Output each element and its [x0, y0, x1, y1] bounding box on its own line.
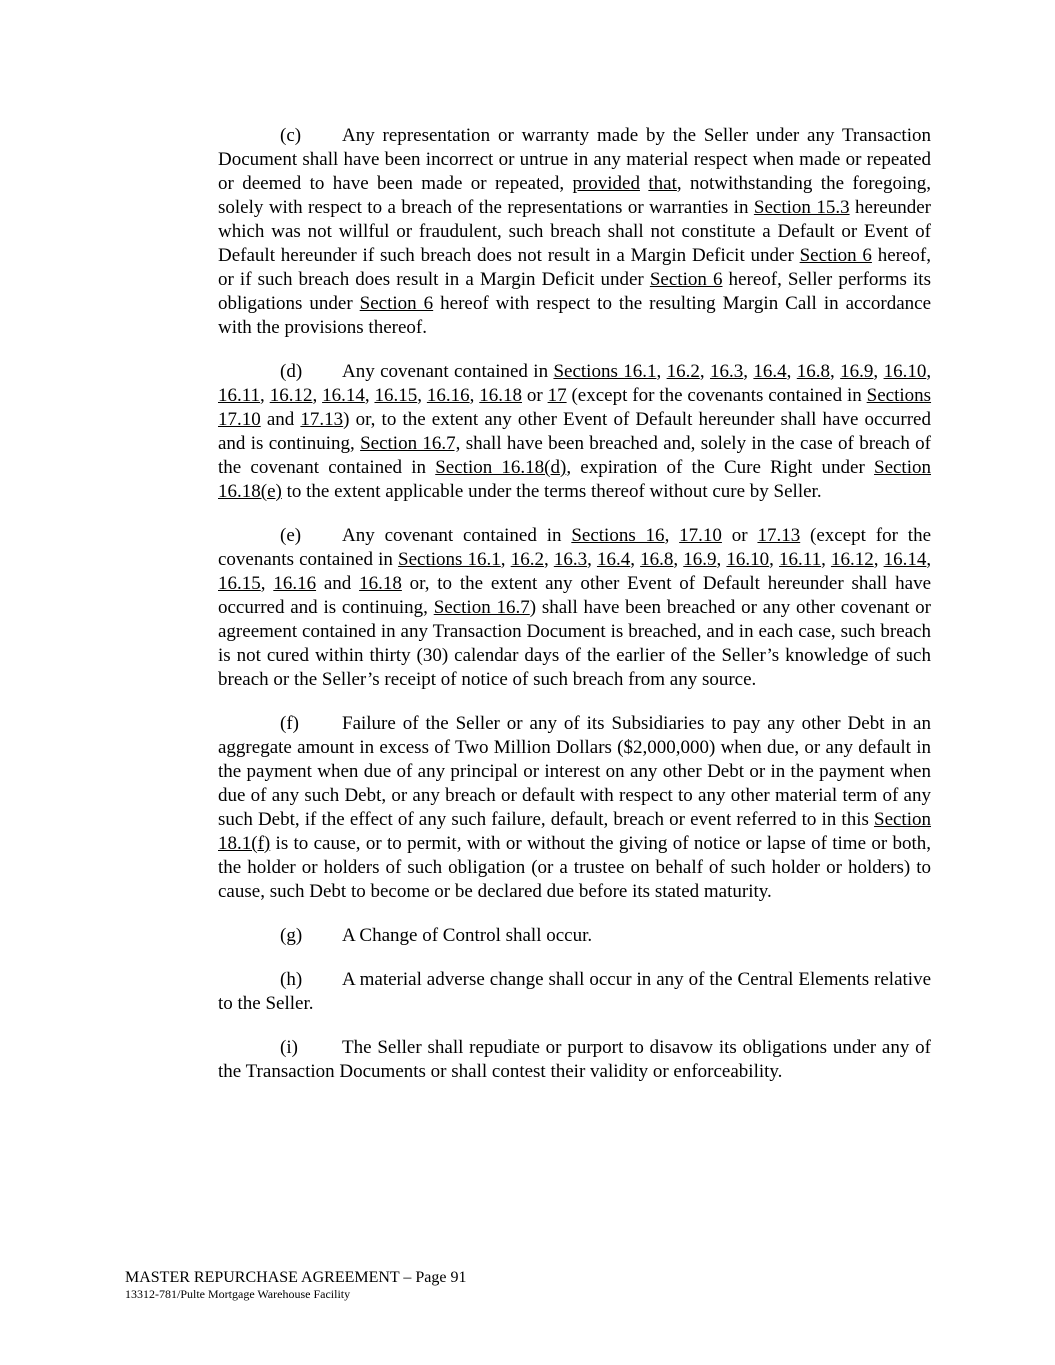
section-reference: 16.2 — [510, 549, 544, 570]
footer-doc-id: 13312-781/Pulte Mortgage Warehouse Facility — [125, 1287, 351, 1301]
text-segment: or, to the extent any other Event of Default hereunder shall have occurred and is continuing, — [218, 573, 932, 618]
paragraph-text — [218, 525, 931, 690]
text-segment: The Seller shall repudiate or purport to disavow its obligations under any of the Transaction Documents or shall contest their validity or enforceability. — [218, 1037, 931, 1082]
section-reference: Section 6 — [799, 245, 872, 266]
paragraph-text — [218, 125, 931, 338]
text-segment: is to cause, or to permit, with or without the giving of notice or lapse of time or both, the holder or holders of such obligation (or a trustee on behalf of such holder or holders) to cause, such Debt to become or be declared due before its stated maturity. — [218, 833, 931, 902]
section-reference: 16.9 — [683, 549, 717, 570]
section-reference: provided — [572, 173, 640, 194]
text-segment: or — [721, 525, 758, 546]
text-segment: , — [716, 549, 727, 570]
text-segment: , — [469, 385, 480, 406]
text-segment: , — [699, 361, 710, 382]
paragraph-d — [218, 360, 931, 504]
section-reference: 16.8 — [796, 361, 831, 382]
paragraph-label: (g) — [280, 925, 303, 946]
text-segment: , — [673, 549, 684, 570]
paragraph-c — [218, 124, 931, 340]
text-segment: and — [260, 409, 301, 430]
document-body — [218, 124, 931, 1104]
section-reference: Section 16.7 — [433, 597, 530, 618]
section-reference: Sections 17.10 — [218, 385, 932, 430]
text-segment: , — [743, 361, 754, 382]
paragraph-f — [218, 712, 931, 904]
section-reference: 16.15 — [374, 385, 418, 406]
section-reference: 16.16 — [426, 385, 470, 406]
page-footer — [125, 1268, 467, 1302]
section-reference: Section 15.3 — [753, 197, 850, 218]
section-reference: 16.11 — [218, 385, 261, 406]
text-segment: hereunder which was not willful or fraudulent, such breach shall not constitute a Default or Event of Default hereunder if such breach does not result in a Margin Deficit under — [218, 197, 931, 266]
section-reference: Sections 16.1 — [553, 361, 657, 382]
text-segment: , — [630, 549, 641, 570]
text-segment: hereof, or if such breach does result in a Margin Deficit under — [218, 245, 931, 290]
text-segment: , — [656, 361, 667, 382]
text-segment: ) shall have been breached or any other covenant or agreement contained in any Transaction Document is breached, and in each case, such breach is not cured within thirty (30) calendar days of the earlier of the Seller’s knowledge of such breach or the Seller’s receipt of notice of such breach from any source. — [218, 597, 931, 690]
paragraph-label: (f) — [280, 713, 299, 734]
paragraph-i — [218, 1036, 931, 1084]
paragraph-label: (e) — [280, 525, 302, 546]
text-segment: Failure of the Seller or any of its Subsidiaries to pay any other Debt in an aggregate amount in excess of Two Million Dollars ($2,000,000) when due, or any default in the payment when due of any principal or interest on any other Debt or in the payment when due of any such Debt, or any breach or default with respect to any other material term of any such Debt, if the effect of any such failure, default, breach or event referred to in this — [218, 713, 931, 830]
text-segment: A material adverse change shall occur in any of the Central Elements relative to the Seller. — [218, 969, 931, 1014]
paragraph-e — [218, 524, 931, 692]
section-reference: 17.13 — [757, 525, 801, 546]
text-segment: , — [664, 525, 680, 546]
text-segment: , — [260, 573, 274, 594]
text-segment: , — [260, 385, 270, 406]
text-segment: , — [830, 361, 841, 382]
paragraph-label: (i) — [280, 1037, 298, 1058]
section-reference: Section 16.7, — [360, 433, 461, 454]
text-segment: to the extent applicable under the terms thereof without cure by Seller. — [281, 481, 822, 502]
section-reference: 16.2 — [666, 361, 700, 382]
text-segment: , — [786, 361, 797, 382]
section-reference: 16.18 — [359, 573, 402, 594]
section-reference: 17.10 — [679, 525, 722, 546]
paragraph-g — [218, 924, 931, 948]
section-reference: Section 6 — [649, 269, 723, 290]
text-segment: , — [926, 549, 932, 570]
section-reference: Section 16.18(d) — [435, 457, 567, 478]
paragraph-label: (h) — [280, 969, 303, 990]
paragraph-text — [218, 713, 931, 902]
section-reference: Sections 16.1 — [398, 549, 501, 570]
section-reference: 16.4 — [596, 549, 631, 570]
text-segment: Any covenant contained in — [342, 525, 572, 546]
text-segment: ) or, to the extent any other Event of Default hereunder shall have occurred and is continuing, — [218, 409, 931, 454]
text-segment: and — [316, 573, 360, 594]
section-reference: that — [648, 173, 677, 194]
text-segment: Any representation or warranty made by the Seller under any Transaction Document shall have been incorrect or untrue in any material respect when made or repeated or deemed to have been made or repeated, — [218, 125, 931, 194]
section-reference: Section 18.1(f) — [218, 809, 931, 854]
text-segment: , — [821, 549, 831, 570]
text-segment: (except for the covenants contained in — [218, 525, 932, 570]
paragraph-h — [218, 968, 931, 1016]
section-reference: 16.16 — [273, 573, 317, 594]
section-reference: 16.3 — [710, 361, 744, 382]
section-reference: 16.18 — [479, 385, 522, 406]
section-reference: 16.10 — [726, 549, 770, 570]
text-segment: , — [587, 549, 597, 570]
text-segment: A Change of Control shall occur. — [342, 925, 593, 946]
section-reference: 16.14 — [322, 385, 365, 406]
text-segment: , — [873, 361, 884, 382]
text-segment: , — [500, 549, 511, 570]
section-reference: 16.12 — [830, 549, 874, 570]
section-reference: 17.13 — [300, 409, 344, 430]
section-reference: 17 — [547, 385, 567, 406]
text-segment: Any covenant contained in — [342, 361, 554, 382]
text-segment: shall have been breached and, solely in the case of breach of the covenant contained in — [218, 433, 931, 478]
section-reference: 16.9 — [840, 361, 874, 382]
text-segment: , — [417, 385, 427, 406]
text-segment: , — [769, 549, 780, 570]
footer-title: MASTER REPURCHASE AGREEMENT – Page 91 — [125, 1269, 467, 1286]
text-segment: , expiration of the Cure Right under — [566, 457, 874, 478]
text-segment: , notwithstanding the foregoing, solely with respect to a breach of the representations or warranties in — [218, 173, 931, 218]
text-segment: , — [926, 361, 932, 382]
section-reference: 16.4 — [753, 361, 787, 382]
paragraph-label: (c) — [280, 125, 302, 146]
text-segment: hereof with respect to the resulting Margin Call in accordance with the provisions thereof. — [218, 293, 932, 338]
section-reference: 16.3 — [553, 549, 588, 570]
section-reference: Section 16.18(e) — [218, 457, 931, 502]
section-reference: 16.15 — [218, 573, 261, 594]
text-segment: , — [312, 385, 323, 406]
paragraph-label: (d) — [280, 361, 303, 382]
text-segment: or — [522, 385, 548, 406]
paragraph-text — [342, 925, 592, 946]
section-reference: 16.14 — [883, 549, 927, 570]
section-reference: Sections 16 — [571, 525, 665, 546]
section-reference: 16.11 — [779, 549, 822, 570]
text-segment: (except for the covenants contained in — [566, 385, 867, 406]
section-reference: Section 6 — [359, 293, 434, 314]
section-reference: 16.10 — [883, 361, 927, 382]
section-reference: 16.8 — [640, 549, 674, 570]
text-segment: hereof, Seller performs its obligations under — [218, 269, 931, 314]
text-segment: , — [364, 385, 375, 406]
text-segment: , — [543, 549, 554, 570]
section-reference: 16.12 — [269, 385, 313, 406]
text-segment: , — [873, 549, 884, 570]
